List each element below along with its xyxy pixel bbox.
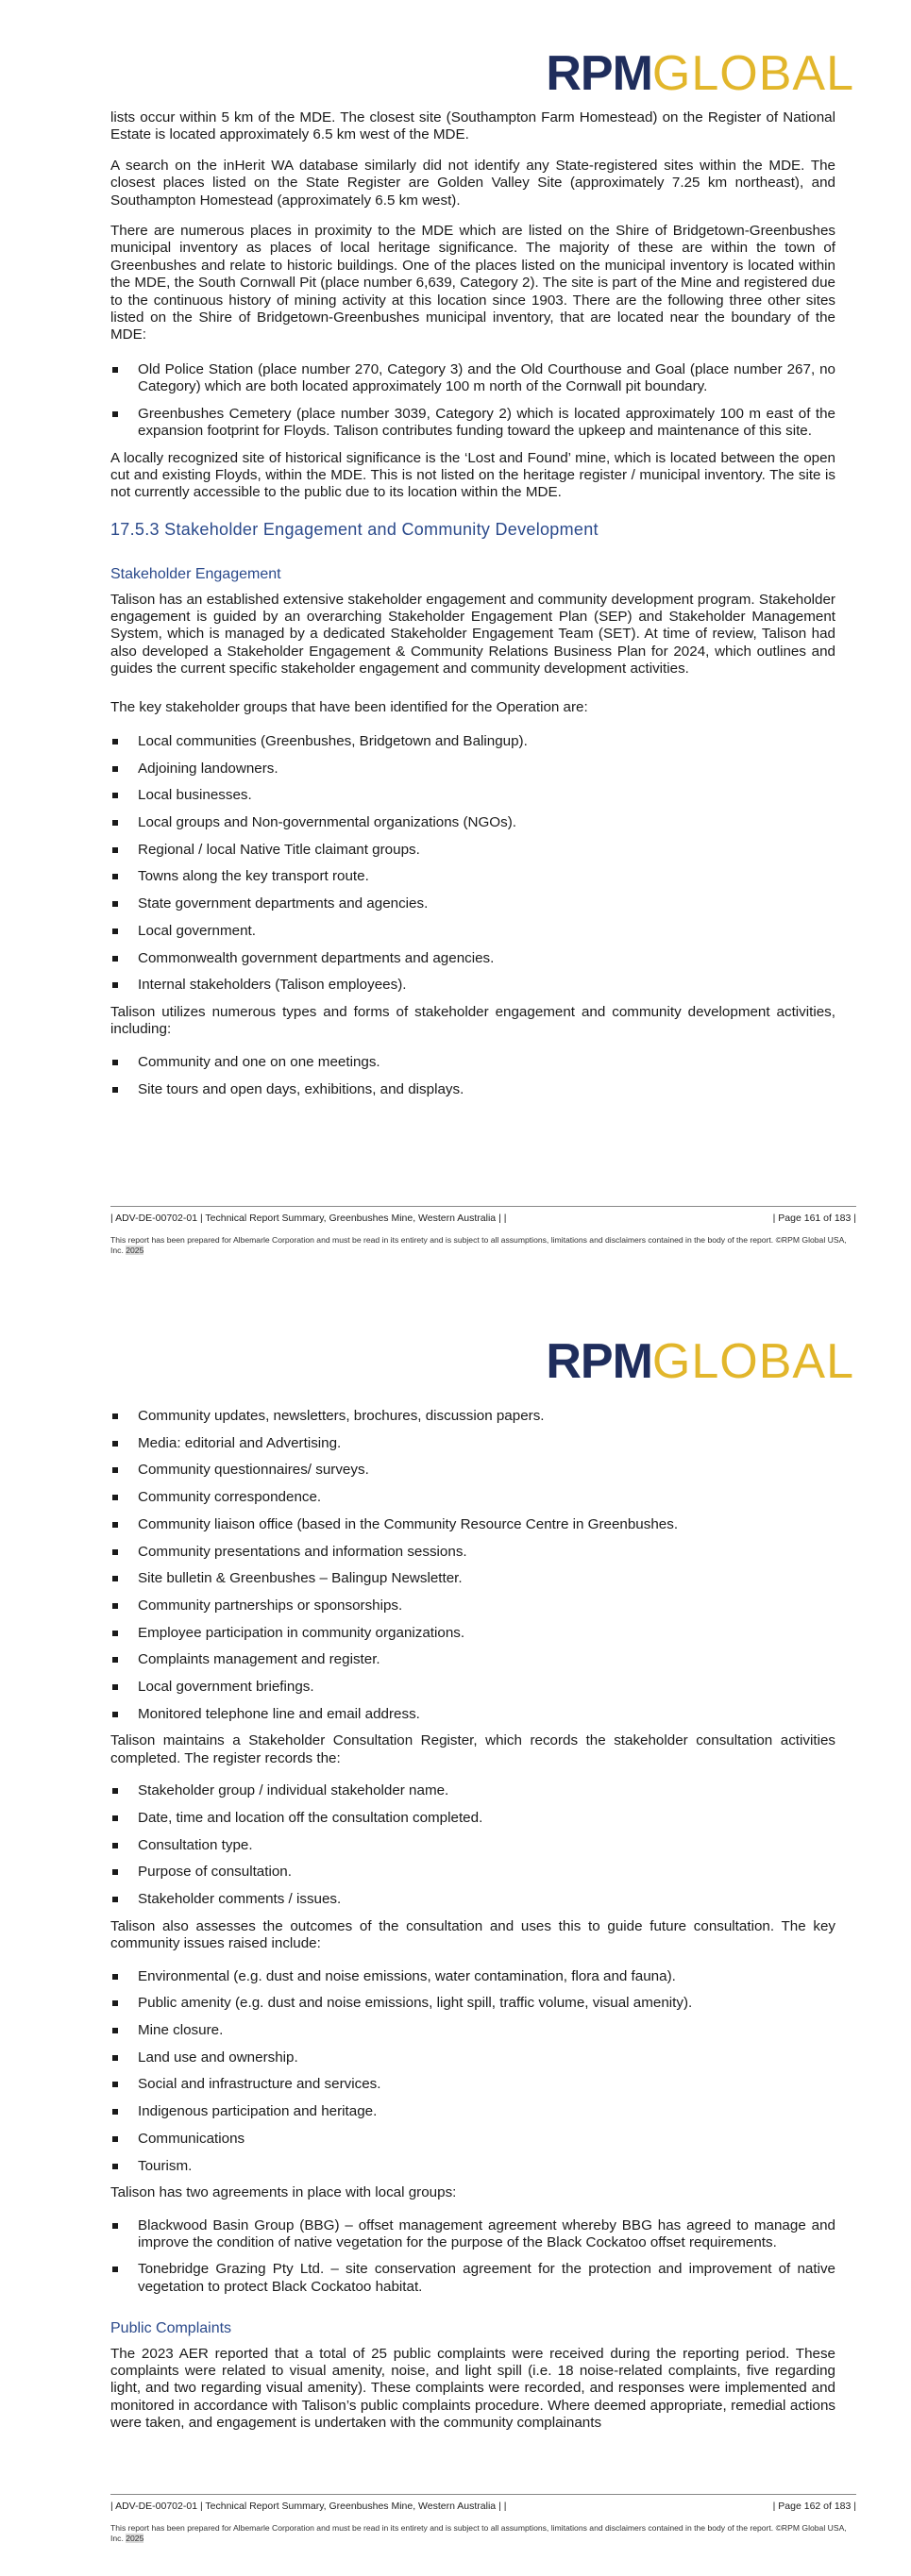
list-item: Internal stakeholders (Talison employees). — [110, 977, 835, 994]
report-page-162 — [0, 1288, 911, 2576]
list-item: Stakeholder comments / issues. — [110, 1891, 835, 1908]
list-item: Environmental (e.g. dust and noise emissions, water contamination, flora and fauna). — [110, 1968, 835, 1985]
list-item: Adjoining landowners. — [110, 761, 835, 778]
list-item: Community liaison office (based in the Community Resource Centre in Greenbushes. — [110, 1516, 835, 1533]
list-item: Community updates, newsletters, brochures, discussion papers. — [110, 1408, 835, 1425]
list-item: Consultation type. — [110, 1837, 835, 1854]
list-item: Land use and ownership. — [110, 2049, 835, 2066]
list-item: State government departments and agencies. — [110, 895, 835, 912]
community-issues-list — [110, 1968, 835, 2175]
list-item: Employee participation in community organizations. — [110, 1625, 835, 1642]
paragraph: Talison also assesses the outcomes of the consultation and uses this to guide future consultation. The key community issues raised include: — [110, 1917, 835, 1952]
paragraph: Talison has two agreements in place with local groups: — [110, 2184, 457, 2201]
footer-page-number: | Page 161 of 183 | — [772, 1213, 856, 1224]
list-item: Public amenity (e.g. dust and noise emissions, light spill, traffic volume, visual amenity). — [110, 1995, 835, 2012]
page-footer — [110, 2494, 856, 2544]
list-item: Local government briefings. — [110, 1679, 835, 1696]
list-item: Tourism. — [110, 2158, 835, 2175]
list-item: Site bulletin & Greenbushes – Balingup Newsletter. — [110, 1570, 835, 1587]
register-records-list — [110, 1782, 835, 1908]
footer-doc-ref: | ADV-DE-00702-01 | Technical Report Summary, Greenbushes Mine, Western Australia | | — [110, 2501, 507, 2512]
list-item: Community partnerships or sponsorships. — [110, 1597, 835, 1614]
list-item: Indigenous participation and heritage. — [110, 2103, 835, 2120]
subsection-heading: Stakeholder Engagement — [110, 566, 281, 583]
footer-disclaimer: This report has been prepared for Albemarle Corporation and must be read in its entirety and is subject to all assumptions, limitations and disclaimers contained in the body of the report. ©RPM Global USA, Inc. 2025 — [110, 1235, 847, 1255]
section-heading: 17.5.3 Stakeholder Engagement and Community Development — [110, 519, 599, 539]
rpm-global-logo: RPMGLOBAL — [546, 1334, 854, 1389]
list-item: Old Police Station (place number 270, Category 3) and the Old Courthouse and Goal (place number 267, no Category) which are both located approximately 100 m north of the Cornwall pit boundary. — [110, 361, 835, 396]
list-item: Site tours and open days, exhibitions, and displays. — [110, 1081, 835, 1098]
list-item: Mine closure. — [110, 2022, 835, 2039]
paragraph: Talison has an established extensive stakeholder engagement and community development program. Stakeholder engagement is guided by an overarching Stakeholder Engagement Plan (SEP) and Stakeholder Management System, which is managed by a dedicated Stakeholder Engagement Team (SET). At time of review, Talison had also developed a Stakeholder Engagement & Community Relations Business Plan for 2024, which outlines and guides the current specific stakeholder engagement and community development activities. — [110, 591, 835, 677]
page-body — [110, 109, 835, 1108]
engagement-activities-list — [110, 1054, 835, 1098]
footer-page-number: | Page 162 of 183 | — [772, 2501, 856, 2512]
paragraph: The 2023 AER reported that a total of 25 public complaints were received during the reporting period. These complaints were related to visual amenity, noise, and light spill (i.e. 18 noise-related complaints, five regarding light, and two regarding visual amenity). These complaints were recorded, and responses were implemented and monitored in accordance with Talison’s public complaints procedure. Where deemed appropriate, remedial actions were taken, and engagement is undertaken with the community complainants — [110, 2345, 835, 2432]
list-item: Community correspondence. — [110, 1489, 835, 1506]
footer-doc-ref: | ADV-DE-00702-01 | Technical Report Summary, Greenbushes Mine, Western Australia | | — [110, 1213, 507, 1224]
list-item: Community presentations and information sessions. — [110, 1544, 835, 1561]
list-item: Local government. — [110, 923, 835, 940]
list-item: Towns along the key transport route. — [110, 868, 835, 885]
list-item: Communications — [110, 2131, 835, 2148]
paragraph: The key stakeholder groups that have been identified for the Operation are: — [110, 698, 588, 715]
list-item: Complaints management and register. — [110, 1651, 835, 1668]
paragraph: There are numerous places in proximity to the MDE which are listed on the Shire of Bridgetown-Greenbushes municipal inventory as places of local heritage significance. The majority of these are within the town of Greenbushes and relate to historic buildings. One of the places listed on the municipal inventory is located within the MDE, the South Cornwall Pit (place number 6,639, Category 2). The site is part of the Mine and registered due to the continuous history of mining activity at this location since 1903. There are the following three other sites listed on the Shire of Bridgetown-Greenbushes municipal inventory, that are located near the boundary of the MDE: — [110, 223, 835, 343]
footer-disclaimer: This report has been prepared for Albemarle Corporation and must be read in its entirety and is subject to all assumptions, limitations and disclaimers contained in the body of the report. ©RPM Global USA, Inc. 2025 — [110, 2523, 847, 2543]
list-item: Social and infrastructure and services. — [110, 2076, 835, 2093]
page-body — [110, 1408, 835, 2446]
list-item: Community and one on one meetings. — [110, 1054, 835, 1071]
paragraph: Talison utilizes numerous types and forms of stakeholder engagement and community development activities, including: — [110, 1004, 835, 1038]
list-item: Community questionnaires/ surveys. — [110, 1462, 835, 1479]
list-item: Blackwood Basin Group (BBG) – offset management agreement whereby BBG has agreed to manage and improve the condition of native vegetation for the purpose of the Black Cockatoo offset requirements. — [110, 2217, 835, 2252]
subsection-heading: Public Complaints — [110, 2320, 232, 2337]
list-item: Date, time and location off the consultation completed. — [110, 1810, 835, 1827]
engagement-activities-list-cont — [110, 1408, 835, 1723]
stakeholder-groups-list — [110, 733, 835, 995]
list-item: Media: editorial and Advertising. — [110, 1435, 835, 1452]
list-item: Commonwealth government departments and agencies. — [110, 950, 835, 967]
list-item: Local groups and Non-governmental organizations (NGOs). — [110, 814, 835, 831]
page-footer — [110, 1206, 856, 1256]
list-item: Purpose of consultation. — [110, 1864, 835, 1881]
heritage-sites-list — [110, 361, 835, 441]
paragraph: lists occur within 5 km of the MDE. The closest site (Southampton Farm Homestead) on the Register of National Estate is located approximately 6.5 km west of the MDE. — [110, 109, 835, 143]
paragraph: A locally recognized site of historical significance is the ‘Lost and Found’ mine, which is located between the open cut and existing Floyds, within the MDE. This is not listed on the heritage register / municipal inventory. The site is not currently accessible to the public due to its location within the MDE. — [110, 449, 835, 501]
paragraph: Talison maintains a Stakeholder Consultation Register, which records the stakeholder consultation activities completed. The register records the: — [110, 1732, 835, 1766]
list-item: Local businesses. — [110, 787, 835, 804]
list-item: Stakeholder group / individual stakeholder name. — [110, 1782, 835, 1799]
list-item: Tonebridge Grazing Pty Ltd. – site conservation agreement for the protection and improvement of native vegetation to protect Black Cockatoo habitat. — [110, 2261, 835, 2296]
list-item: Local communities (Greenbushes, Bridgetown and Balingup). — [110, 733, 835, 750]
rpm-global-logo: RPMGLOBAL — [546, 46, 854, 101]
list-item: Regional / local Native Title claimant groups. — [110, 842, 835, 859]
agreements-list — [110, 2217, 835, 2297]
paragraph: A search on the inHerit WA database similarly did not identify any State-registered sites within the MDE. The closest places listed on the State Register are Golden Valley Site (approximately 7.25 km northeast), and Southampton Homestead (approximately 6.5 km west). — [110, 157, 835, 209]
list-item: Monitored telephone line and email address. — [110, 1706, 835, 1723]
list-item: Greenbushes Cemetery (place number 3039, Category 2) which is located approximately 100 m east of the expansion footprint for Floyds. Talison contributes funding toward the upkeep and maintenance of this site. — [110, 406, 835, 441]
